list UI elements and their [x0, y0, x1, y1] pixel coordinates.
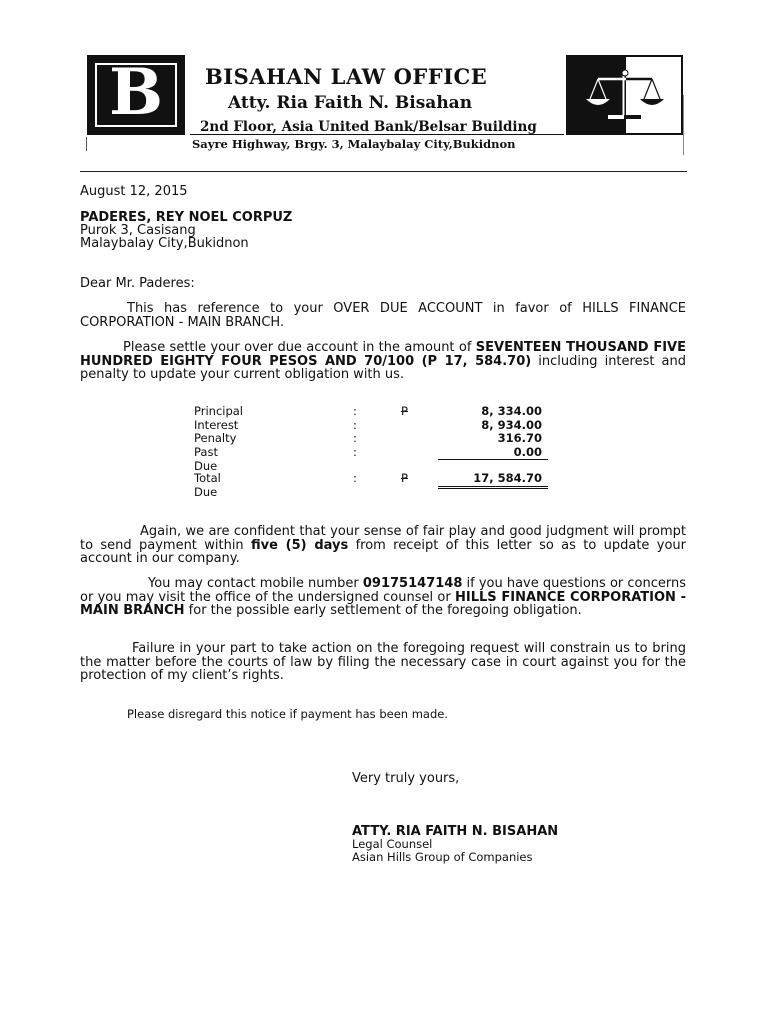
mobile-number: 09175147148: [362, 576, 463, 591]
para2-text-pre: Please settle your over due account in the amount of: [123, 340, 476, 355]
law-office-logo: [87, 55, 185, 135]
row-colon: :: [353, 418, 357, 432]
row-label-total-due: Total Due: [194, 471, 221, 499]
disregard-notice: Please disregard this notice if payment has been made.: [127, 707, 449, 721]
recipient-name: PADERES, REY NOEL CORPUZ: [80, 210, 293, 225]
salutation: Dear Mr. Paderes:: [80, 276, 195, 291]
row-colon: :: [353, 404, 357, 418]
signatory-name: ATTY. RIA FAITH N. BISAHAN: [352, 824, 559, 839]
office-name: BISAHAN LAW OFFICE: [205, 64, 488, 89]
para4-text-pre: You may contact mobile number: [148, 576, 363, 591]
signatory-title: Legal Counsel: [352, 837, 433, 851]
amount-total-due: 17, 584.70: [473, 471, 542, 485]
paragraph-legal-action: Failure in your part to take action on the foregoing request will constrain us to bring the matter before the courts of law by filing the necessary case in court against you for the protection of my client’s rights.: [80, 641, 686, 683]
letterhead-rule: [80, 171, 687, 172]
amount-interest: 8, 934.00: [481, 418, 542, 432]
recipient-address-2: Malaybalay City,Bukidnon: [80, 236, 249, 251]
peso-sign: P: [401, 404, 408, 418]
amount-in-words: SEVENTEEN THOUSAND FIVE HUNDRED EIGHTY FOUR PESOS AND 70/100 (P 17, 584.70): [80, 340, 686, 369]
paragraph-contact: [80, 577, 686, 618]
signatory-company: Asian Hills Group of Companies: [352, 850, 533, 864]
para2-text-post: including interest and penalty to update your current obligation with us.: [80, 353, 687, 382]
row-label-interest: Interest: [194, 418, 239, 432]
logo-letter: B: [108, 55, 164, 130]
total-double-rule: [438, 486, 548, 489]
address-line-2: Sayre Highway, Brgy. 3, Malaybalay City,Bukidnon: [192, 137, 516, 151]
row-label-past-due: Past Due: [194, 445, 218, 473]
paragraph-settle-amount: [80, 341, 686, 382]
row-colon: :: [353, 431, 357, 445]
header-side-rule-left: [86, 137, 87, 151]
amount-past-due: 0.00: [513, 445, 542, 459]
row-label-principal: Principal: [194, 404, 244, 418]
paragraph-payment-request: [80, 525, 686, 566]
row-colon: :: [353, 445, 357, 459]
row-label-penalty: Penalty: [194, 431, 237, 445]
attorney-name-header: Atty. Ria Faith N. Bisahan: [228, 93, 473, 113]
row-colon: :: [353, 471, 357, 485]
amount-principal: 8, 334.00: [481, 404, 542, 418]
letter-date: August 12, 2015: [80, 184, 188, 199]
recipient-address-1: Purok 3, Casisang: [80, 223, 196, 238]
subtotal-rule: [438, 459, 548, 460]
address-line-1: 2nd Floor, Asia United Bank/Belsar Building: [200, 119, 537, 135]
para4-text-post: for the possible early settlement of the foregoing obligation.: [184, 603, 582, 618]
amount-penalty: 316.70: [497, 431, 542, 445]
scales-of-justice-icon: [566, 55, 683, 135]
header-side-rule-right: [683, 95, 684, 155]
para3-text-post: from receipt of this letter so as to update your account in our company.: [80, 537, 686, 566]
para3-text-pre: Again, we are confident that your sense of fair play and good judgment will prompt to send payment within: [80, 524, 686, 553]
paragraph-overdue-reference: This has reference to your OVER DUE ACCOUNT in favor of HILLS FINANCE CORPORATION - MAIN BRANCH.: [80, 301, 686, 330]
creditor-name: HILLS FINANCE CORPORATION - MAIN BRANCH: [80, 589, 686, 618]
para4-text-mid: if you have questions or concerns or you may visit the office of the undersigned counsel or: [80, 576, 686, 605]
payment-deadline: five (5) days: [251, 537, 349, 553]
closing: Very truly yours,: [352, 771, 460, 786]
peso-sign: P: [401, 471, 408, 485]
